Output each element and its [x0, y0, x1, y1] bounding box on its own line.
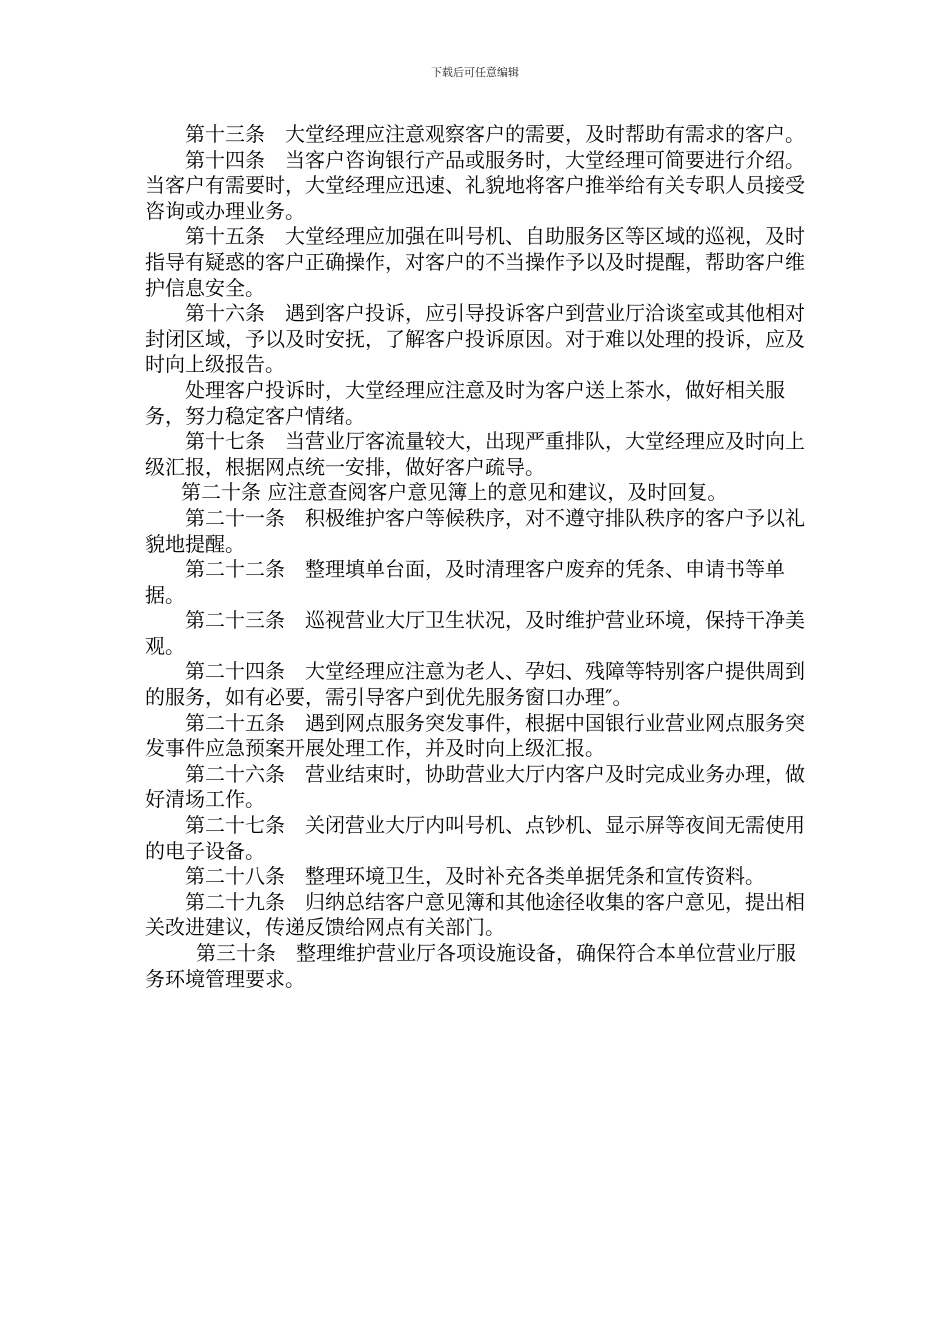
- article-21: 第二十一条 积极维护客户等候秩序，对不遵守排队秩序的客户予以礼貌地提醒。: [145, 505, 805, 556]
- article-15: 第十五条 大堂经理应加强在叫号机、自助服务区等区域的巡视，及时指导有疑惑的客户正确操作，对客户的不当操作予以及时提醒，帮助客户维护信息安全。: [145, 224, 805, 300]
- article-16: 第十六条 遇到客户投诉，应引导投诉客户到营业厅洽谈室或其他相对封闭区域，予以及时安抚，了解客户投诉原因。对于难以处理的投诉，应及时向上级报告。: [145, 301, 805, 377]
- article-20: 第二十条 应注意查阅客户意见簿上的意见和建议，及时回复。: [181, 480, 728, 505]
- article-28: 第二十八条 整理环境卫生，及时补充各类单据凭条和宣传资料。: [185, 864, 765, 889]
- document-body: [145, 122, 815, 992]
- article-30: 第三十条 整理维护营业厅各项设施设备，确保符合本单位营业厅服务环境管理要求。: [145, 941, 796, 991]
- page-header: 下载后可任意编辑: [431, 66, 519, 79]
- article-26: 第二十六条 营业结束时，协助营业大厅内客户及时完成业务办理，做好清场工作。: [145, 761, 805, 812]
- article-22: 第二十二条 整理填单台面，及时清理客户废弃的凭条、申请书等单据。: [145, 557, 785, 607]
- article-24: 第二十四条 大堂经理应注意为老人、孕妇、残障等特别客户提供周到的服务，如有必要，需引导客户到优先服务窗口办理″。: [145, 659, 805, 710]
- article-29: 第二十九条 归纳总结客户意见簿和其他途径收集的客户意见，提出相关改进建议，传递反馈给网点有关部门。: [145, 889, 805, 940]
- article-25: 第二十五条 遇到网点服务突发事件，根据中国银行业营业网点服务突发事件应急预案开展处理工作，并及时向上级汇报。: [145, 710, 805, 761]
- article-23: 第二十三条 巡视营业大厅卫生状况，及时维护营业环境，保持干净美观。: [145, 608, 805, 658]
- complaint-handling-paragraph: 处理客户投诉时，大堂经理应注意及时为客户送上茶水，做好相关服务，努力稳定客户情绪。: [145, 377, 785, 428]
- article-17: 第十七条 当营业厅客流量较大，出现严重排队，大堂经理应及时向上级汇报，根据网点统一安排，做好客户疏导。: [145, 429, 805, 479]
- article-13: 第十三条 大堂经理应注意观察客户的需要，及时帮助有需求的客户。: [185, 122, 805, 146]
- article-14: 第十四条 当客户咨询银行产品或服务时，大堂经理可简要进行介绍。当客户有需要时，大堂经理应迅速、礼貌地将客户推举给有关专职人员接受咨询或办理业务。: [145, 147, 805, 223]
- article-27: 第二十七条 关闭营业大厅内叫号机、点钞机、显示屏等夜间无需使用的电子设备。: [145, 813, 805, 863]
